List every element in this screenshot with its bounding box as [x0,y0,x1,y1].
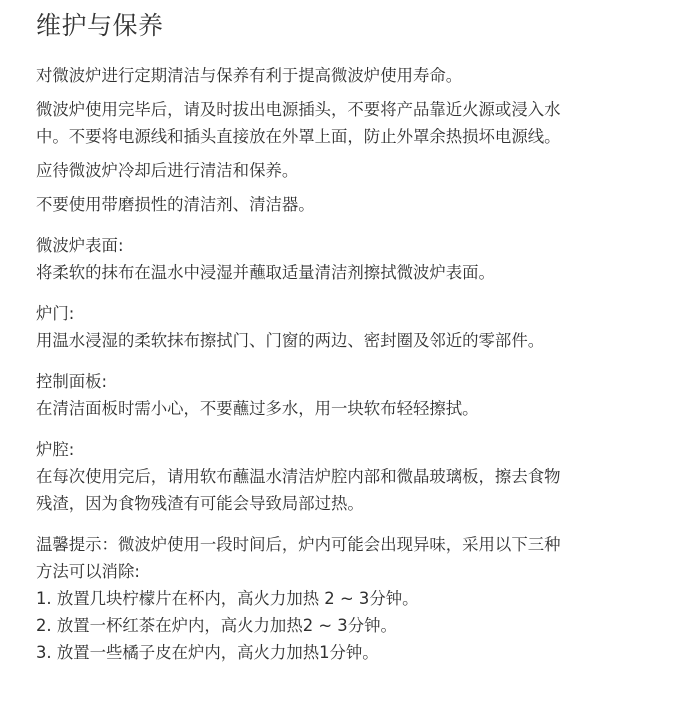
intro-paragraph-2-line-1: 微波炉使用完毕后，请及时拔出电源插头，不要将产品靠近火源或浸入水 [36,100,561,119]
tip-intro-line-2: 方法可以消除: [36,562,140,581]
tip-item-2: 2. 放置一杯红茶在炉内，高火力加热2 ~ 3分钟。 [36,616,397,635]
section-door-heading: 炉门: [36,304,75,323]
intro-paragraph-1: 对微波炉进行定期清洁与保养有利于提高微波炉使用寿命。 [36,66,463,85]
intro-paragraph-4: 不要使用带磨损性的清洁剂、清洁器。 [36,195,315,214]
section-cavity [36,436,656,517]
section-surface [36,232,656,286]
page-title: 维护与保养 [36,11,164,40]
intro-paragraph-3: 应待微波炉冷却后进行清洁和保养。 [36,161,299,180]
tip-intro [36,531,656,585]
section-door-body: 用温水浸湿的柔软抹布擦拭门、门窗的两边、密封圈及邻近的零部件。 [36,331,545,350]
section-cavity-body [36,463,656,517]
section-cavity-heading: 炉腔: [36,440,75,459]
tip-section [36,531,656,666]
section-panel [36,368,656,422]
section-surface-body: 将柔软的抹布在温水中浸湿并蘸取适量清洁剂擦拭微波炉表面。 [36,263,495,282]
tip-item-3: 3. 放置一些橘子皮在炉内，高火力加热1分钟。 [36,643,379,662]
section-door [36,300,656,354]
section-cavity-body-line-1: 在每次使用完后，请用软布蘸温水清洁炉腔内部和微晶玻璃板，擦去食物 [36,467,561,486]
intro-paragraph-2 [36,96,656,150]
section-panel-body: 在清洁面板时需小心，不要蘸过多水，用一块软布轻轻擦拭。 [36,399,479,418]
section-cavity-body-line-2: 残渣，因为食物残渣有可能会导致局部过热。 [36,494,364,513]
section-panel-heading: 控制面板: [36,372,108,391]
intro-paragraph-2-line-2: 中。不要将电源线和插头直接放在外罩上面，防止外罩余热损坏电源线。 [36,127,561,146]
tip-item-1: 1. 放置几块柠檬片在杯内，高火力加热 2 ~ 3分钟。 [36,589,419,608]
tip-intro-line-1: 温馨提示：微波炉使用一段时间后，炉内可能会出现异味，采用以下三种 [36,535,561,554]
section-surface-heading: 微波炉表面: [36,236,124,255]
